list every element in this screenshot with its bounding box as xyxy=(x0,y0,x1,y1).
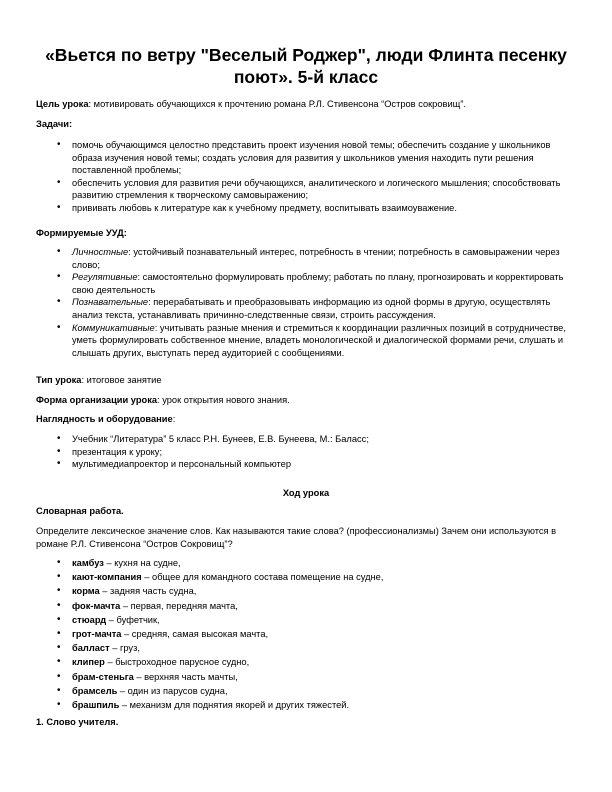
lesson-goal xyxy=(36,98,576,111)
list-item: • помочь обучающимся целостно представить проект изучения новой темы; обеспечить создание у школьников образа изучения новой темы; создать условия для развития у школьников умения находить пути решения поставленной проблемы; xyxy=(36,139,576,177)
vocab-term: стюард xyxy=(72,614,107,625)
list-item xyxy=(36,271,576,296)
equipment-heading xyxy=(36,413,576,426)
vocab-definition: – средняя, самая высокая мачта, xyxy=(121,628,269,639)
lesson-form-text: : урок открытия нового знания. xyxy=(157,395,290,405)
lesson-type-text: : итоговое занятие xyxy=(81,375,162,385)
uud-text: : учитывать разные мнения и стремиться к координации различных позиций в сотрудничестве, уметь формулировать собственное мнение, владеть монологической и диалогической формами речи, слушать и слышать других, выступать перед аудиторией с сообщениями. xyxy=(72,322,566,358)
lesson-form xyxy=(36,394,576,407)
list-item xyxy=(36,628,576,641)
vocab-term: брашпиль xyxy=(72,699,120,710)
vocab-term: корма xyxy=(72,586,100,597)
uud-text: : устойчивый познавательный интерес, потребность в чтении; потребность в самовыражении через слово; xyxy=(72,247,560,270)
vocab-definition: – быстроходное парусное судно, xyxy=(104,657,250,668)
equipment-heading-colon: : xyxy=(172,414,176,424)
vocab-definition: – задняя часть судна, xyxy=(99,586,197,597)
tasks-heading: Задачи: xyxy=(36,119,73,129)
uud-term: Познавательные xyxy=(72,297,149,308)
list-item xyxy=(36,614,576,627)
equipment-list xyxy=(36,433,576,471)
uud-text: : самостоятельно формулировать проблему; работать по плану, прогнозировать и корректировать свою деятельность xyxy=(72,272,564,295)
vocab-definition: – кухня на судне, xyxy=(103,558,181,568)
list-item xyxy=(36,585,576,598)
vocab-definition: – один из парусов судна, xyxy=(117,685,228,696)
uud-heading: Формируемые УУД: xyxy=(36,228,127,238)
vocab-definition: – буфетчик, xyxy=(106,614,160,625)
list-item xyxy=(36,296,576,321)
list-item xyxy=(36,671,576,684)
list-item xyxy=(36,685,576,698)
list-item: • презентация к уроку; xyxy=(36,446,576,459)
uud-list xyxy=(36,246,576,359)
uud-term: Регулятивные xyxy=(72,272,138,283)
vocab-definition: – груз, xyxy=(109,643,140,654)
list-item xyxy=(36,557,576,570)
vocab-term: балласт xyxy=(72,643,110,654)
vocab-terms-list xyxy=(36,557,576,713)
lesson-goal-label: Цель урока xyxy=(36,99,89,109)
list-item xyxy=(36,600,576,613)
list-item: • прививать любовь к литературе как к учебному предмету, воспитывать взаимоуважение. xyxy=(36,202,576,215)
lesson-goal-text: : мотивировать обучающихся к прочтению романа Р.Л. Стивенсона “Остров сокровищ”. xyxy=(88,99,466,109)
vocab-definition: – верхняя часть мачты, xyxy=(133,671,238,682)
list-item xyxy=(36,699,576,712)
tasks-list xyxy=(36,139,576,215)
vocab-term: фок-мачта xyxy=(72,600,121,611)
list-item xyxy=(36,322,576,360)
uud-term: Личностные xyxy=(72,247,129,257)
list-item: • Учебник “Литература” 5 класс Р.Н. Бунеев, Е.В. Бунеева, М.: Баласс; xyxy=(36,433,576,446)
teacher-word-heading: 1. Слово учителя. xyxy=(36,717,119,727)
vocab-term: брам-стеньга xyxy=(72,671,134,682)
vocab-definition: – общее для командного состава помещение на судне, xyxy=(141,572,384,583)
vocab-question: Определите лексическое значение слов. Как называются такие слова? (профессионализмы) Зачем они используются в романе Р.Л. Стивенсона “Остров Сокровищ”? xyxy=(36,526,557,549)
lesson-type xyxy=(36,374,576,387)
vocab-term: грот-мачта xyxy=(72,628,122,639)
vocab-definition: – первая, передняя мачта, xyxy=(120,600,238,611)
vocab-term: камбуз xyxy=(72,558,104,568)
uud-text: : перерабатывать и преобразовывать информацию из одной формы в другую, осуществлять анализ текста, устанавливать причинно-следственные связи, строить рассуждения. xyxy=(72,297,551,320)
equipment-heading-label: Наглядность и оборудование xyxy=(36,414,173,424)
list-item xyxy=(36,642,576,655)
vocab-term: кают-компания xyxy=(72,572,142,583)
list-item xyxy=(36,571,576,584)
list-item xyxy=(36,246,576,271)
document-title: «Вьется по ветру "Веселый Роджер", люди Флинта песенку поют». 5-й класс xyxy=(45,45,567,87)
vocab-term: клипер xyxy=(72,657,105,668)
uud-term: Коммуникативные xyxy=(72,322,155,333)
list-item: • обеспечить условия для развития речи обучающихся, аналитического и логического мышления; способствовать развитию стремления к творческому самовыражению; xyxy=(36,177,576,202)
list-item xyxy=(36,656,576,669)
vocab-definition: – механизм для поднятия якорей и других тяжестей. xyxy=(119,699,350,710)
vocab-term: брамсель xyxy=(72,685,118,696)
list-item: • мультимедиапроектор и персональный компьютер xyxy=(36,458,576,471)
course-heading: Ход урока xyxy=(282,488,330,498)
lesson-form-label: Форма организации урока xyxy=(36,395,158,405)
lesson-type-label: Тип урока xyxy=(36,375,82,385)
vocab-heading: Словарная работа. xyxy=(36,506,124,516)
